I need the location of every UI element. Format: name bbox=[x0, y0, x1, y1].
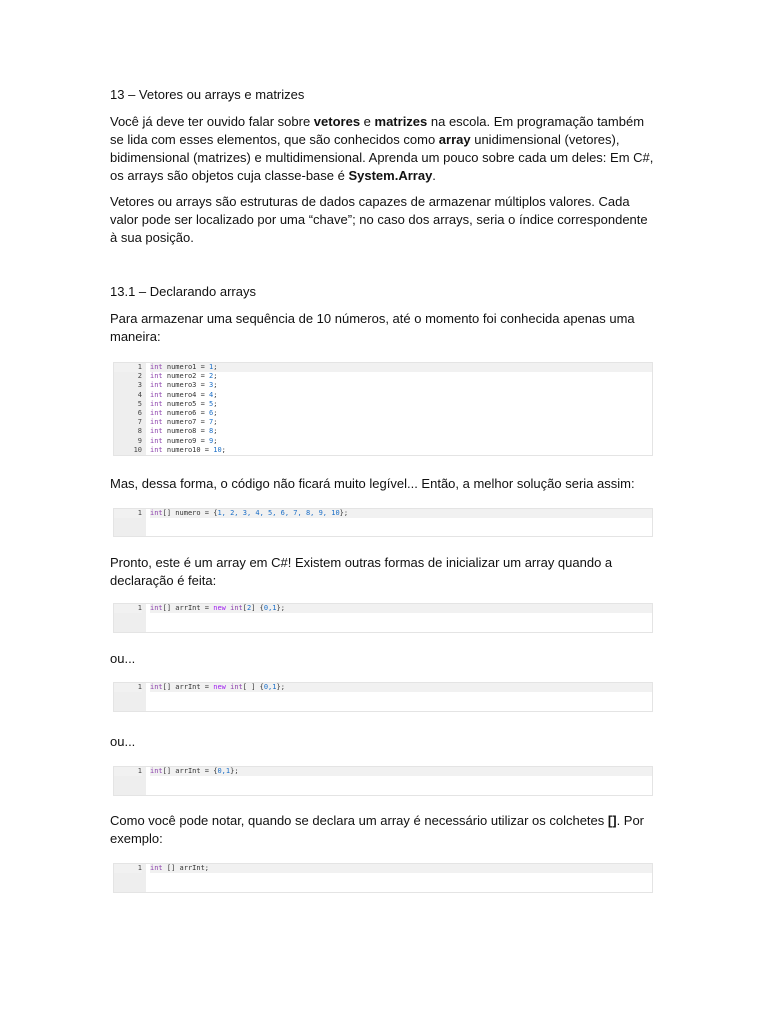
bold-term: [] bbox=[607, 813, 617, 828]
code-text: }; bbox=[339, 509, 349, 517]
code-line bbox=[150, 683, 652, 692]
number-literal: 2 bbox=[246, 604, 252, 612]
code-text: [] arrInt; bbox=[162, 864, 210, 872]
text-run: na escola. Em programação também se lida com esses elementos, que são conhecidos como bbox=[110, 114, 645, 147]
code-text: [] arrInt = bbox=[162, 683, 214, 691]
text-run: Você já deve ter ouvido falar sobre bbox=[110, 114, 314, 129]
code-text: ; bbox=[213, 372, 218, 381]
keyword: int bbox=[150, 408, 163, 417]
number-literal: 0,1 bbox=[217, 767, 231, 775]
alternatives-paragraph: Pronto, este é um array em C#! Existem outras formas de inicializar um array quando a declaração é feita: bbox=[110, 555, 613, 588]
code-text: [ bbox=[242, 604, 247, 612]
bold-term: System.Array bbox=[348, 168, 433, 183]
line-number: 1 bbox=[114, 767, 142, 776]
code-line bbox=[150, 372, 652, 381]
line-number: 1 bbox=[114, 604, 142, 613]
line-number: 10 bbox=[133, 445, 142, 454]
number-literal: 4 bbox=[209, 390, 214, 399]
number-literal: 9 bbox=[209, 436, 214, 445]
code-line bbox=[150, 400, 652, 409]
line-number: 1 bbox=[114, 509, 142, 518]
code-text: }; bbox=[276, 604, 285, 612]
line-number-gutter bbox=[114, 683, 146, 711]
brackets-paragraph bbox=[110, 812, 658, 848]
code-text: ; bbox=[213, 427, 218, 436]
code-lines bbox=[146, 604, 652, 632]
bold-term: matrizes bbox=[374, 114, 428, 129]
keyword: int bbox=[150, 390, 163, 399]
keyword: int bbox=[150, 399, 163, 408]
keyword: int bbox=[150, 509, 163, 517]
number-literal: 0,1 bbox=[263, 604, 277, 612]
code-text: numero7 = bbox=[162, 418, 210, 427]
code-lines bbox=[146, 509, 652, 536]
code-text: numero4 = bbox=[162, 390, 210, 399]
keyword: int bbox=[150, 363, 163, 371]
code-line bbox=[150, 864, 652, 873]
code-text: numero9 = bbox=[162, 436, 210, 445]
code-line bbox=[150, 381, 652, 390]
code-text: }; bbox=[276, 683, 285, 691]
keyword: int bbox=[150, 864, 163, 872]
line-number: 1 bbox=[114, 363, 142, 372]
line-number-gutter bbox=[114, 864, 146, 892]
code-text: [ ] { bbox=[242, 683, 264, 691]
code-line bbox=[150, 604, 652, 613]
code-line bbox=[150, 509, 652, 518]
section-title: 13 – Vetores ou arrays e matrizes bbox=[110, 87, 305, 102]
line-number-gutter bbox=[114, 509, 146, 536]
code-text: numero3 = bbox=[162, 381, 210, 390]
intro-code1-paragraph: Para armazenar uma sequência de 10 números, até o momento foi conhecida apenas uma maneira: bbox=[110, 311, 635, 344]
text-run: e bbox=[360, 114, 375, 129]
number-literal: 1, 2, 3, 4, 5, 6, 7, 8, 9, 10 bbox=[217, 509, 340, 517]
code-block-2 bbox=[113, 508, 653, 537]
keyword: int bbox=[150, 445, 163, 454]
code-block-5 bbox=[113, 766, 653, 796]
keyword: new bbox=[213, 683, 226, 691]
keyword: int bbox=[230, 604, 243, 612]
text-run: . bbox=[432, 168, 436, 183]
code-text: ; bbox=[213, 418, 218, 427]
number-literal: 2 bbox=[209, 372, 214, 381]
number-literal: 10 bbox=[213, 445, 222, 454]
keyword: int bbox=[150, 604, 163, 612]
line-number: 7 bbox=[137, 418, 142, 427]
line-number: 9 bbox=[137, 436, 142, 445]
code-block-4 bbox=[113, 682, 653, 712]
code-block-3 bbox=[113, 603, 653, 633]
code-lines bbox=[146, 683, 652, 711]
definition-paragraph: Vetores ou arrays são estruturas de dados capazes de armazenar múltiplos valores. Cada valor pode ser localizado por uma “chave”; no caso dos arrays, seria o índice correspondente à sua posição. bbox=[110, 194, 648, 245]
number-literal: 8 bbox=[209, 427, 214, 436]
subsection-title: 13.1 – Declarando arrays bbox=[110, 284, 256, 299]
keyword: new bbox=[213, 604, 226, 612]
code-block-6 bbox=[113, 863, 653, 893]
line-number: 2 bbox=[137, 372, 142, 381]
line-number: 8 bbox=[137, 427, 142, 436]
code-lines bbox=[146, 864, 652, 892]
code-text: }; bbox=[230, 767, 239, 775]
code-text: [] arrInt = bbox=[162, 604, 214, 612]
keyword: int bbox=[150, 418, 163, 427]
code-line bbox=[150, 363, 652, 372]
keyword: int bbox=[150, 372, 163, 381]
text-run: Como você pode notar, quando se declara um array é necessário utilizar os colchetes bbox=[110, 813, 608, 828]
line-number: 3 bbox=[137, 381, 142, 390]
keyword: int bbox=[150, 436, 163, 445]
text-run: . Por exemplo: bbox=[110, 813, 645, 846]
code-text: ; bbox=[221, 445, 226, 454]
keyword: int bbox=[150, 381, 163, 390]
code-text: ; bbox=[213, 408, 218, 417]
line-number-gutter bbox=[114, 767, 146, 795]
number-literal: 1 bbox=[209, 363, 214, 371]
code-text: numero1 = bbox=[162, 363, 210, 371]
code-text: numero6 = bbox=[162, 408, 210, 417]
keyword: int bbox=[150, 683, 163, 691]
keyword: int bbox=[230, 683, 243, 691]
code-line bbox=[150, 446, 652, 455]
code-line bbox=[150, 418, 652, 427]
code-text: ; bbox=[213, 390, 218, 399]
code-text: ; bbox=[213, 399, 218, 408]
code-text: ; bbox=[213, 363, 218, 371]
text-run: unidimensional (vetores), bidimensional (matrizes) e multidimensional. Aprenda um pouco sobre cada um deles: Em C#, os arrays são objetos cuja classe-base é bbox=[110, 132, 654, 183]
code-text: numero8 = bbox=[162, 427, 210, 436]
number-literal: 5 bbox=[209, 399, 214, 408]
number-literal: 3 bbox=[209, 381, 214, 390]
code-line bbox=[150, 391, 652, 400]
code-line bbox=[150, 767, 652, 776]
or-label-2: ou... bbox=[110, 734, 136, 749]
number-literal: 6 bbox=[209, 408, 214, 417]
code-line bbox=[150, 427, 652, 436]
code-text: numero10 = bbox=[162, 445, 214, 454]
keyword: int bbox=[150, 767, 163, 775]
code-line bbox=[150, 409, 652, 418]
bold-term: array bbox=[438, 132, 471, 147]
line-number: 4 bbox=[137, 390, 142, 399]
line-number-gutter bbox=[114, 363, 146, 455]
keyword: int bbox=[150, 427, 163, 436]
code-text: [] numero = { bbox=[162, 509, 218, 517]
line-number: 1 bbox=[114, 864, 142, 873]
code-text: ; bbox=[213, 381, 218, 390]
code-text: ] { bbox=[251, 604, 264, 612]
code-block-1 bbox=[113, 362, 653, 456]
or-label-1: ou... bbox=[110, 651, 136, 666]
code-text: numero5 = bbox=[162, 399, 210, 408]
code-text: numero2 = bbox=[162, 372, 210, 381]
line-number-gutter bbox=[114, 604, 146, 632]
line-number: 6 bbox=[137, 408, 142, 417]
transition-paragraph: Mas, dessa forma, o código não ficará muito legível... Então, a melhor solução seria assim: bbox=[110, 476, 635, 491]
code-lines bbox=[146, 363, 652, 455]
number-literal: 7 bbox=[209, 418, 214, 427]
code-text: [] arrInt = { bbox=[162, 767, 218, 775]
line-number: 1 bbox=[114, 683, 142, 692]
code-text: ; bbox=[213, 436, 218, 445]
line-number: 5 bbox=[137, 399, 142, 408]
code-line bbox=[150, 437, 652, 446]
bold-term: vetores bbox=[313, 114, 361, 129]
number-literal: 0,1 bbox=[263, 683, 277, 691]
code-lines bbox=[146, 767, 652, 795]
intro-paragraph bbox=[110, 113, 658, 185]
